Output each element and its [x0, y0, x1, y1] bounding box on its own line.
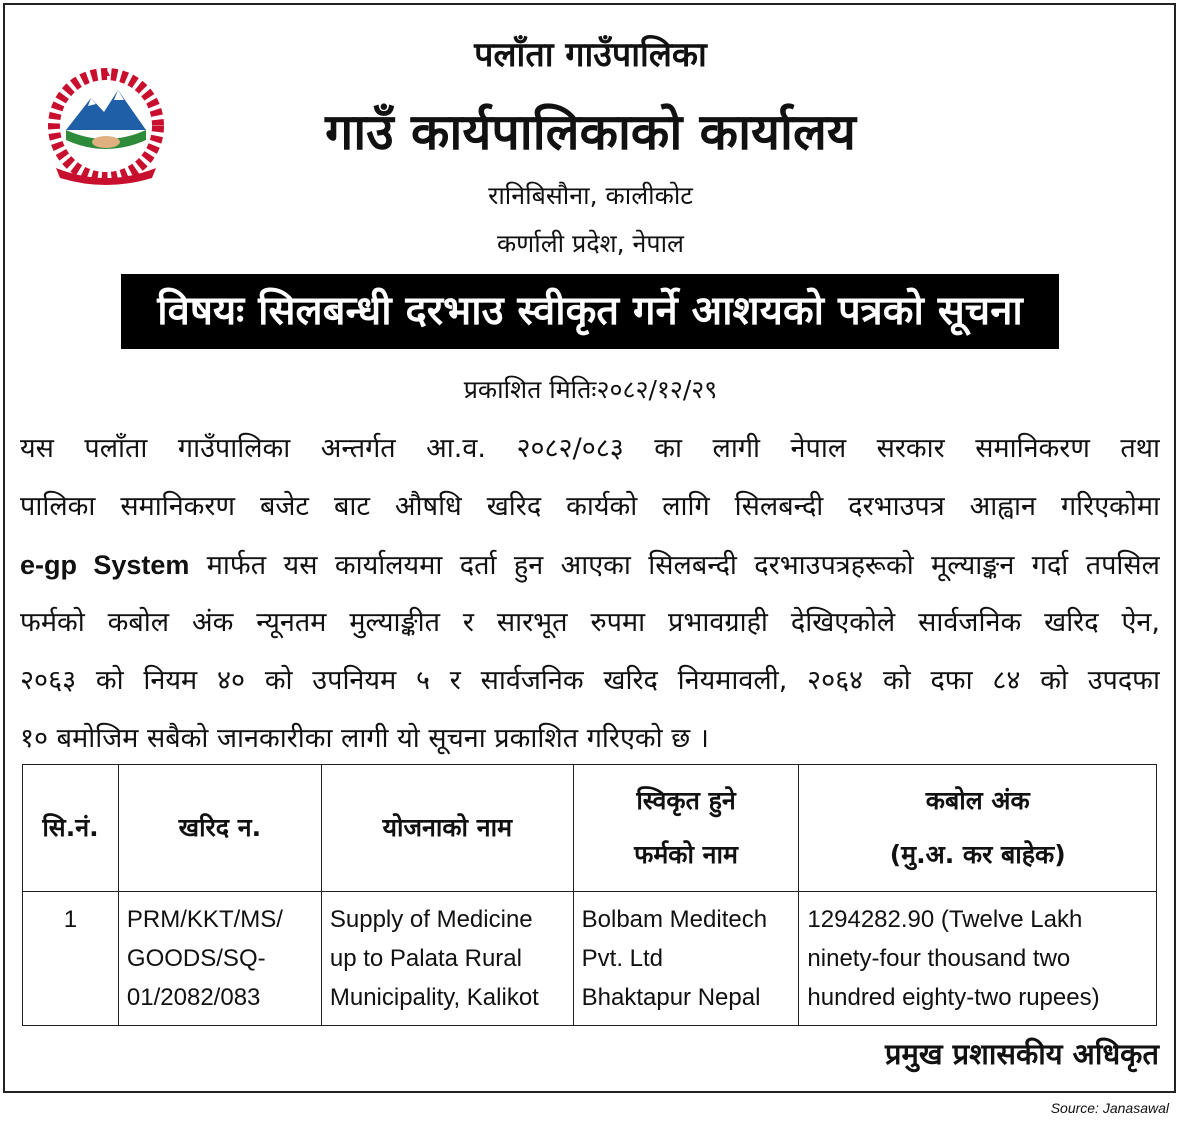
egp-system-text: e-gp System — [20, 550, 190, 580]
body-line: फर्मको कबोल अंक न्यूनतम मुल्याङ्कीत र सारभूत रुपमा प्रभावग्राही देखिएकोले सार्वजनिक खरिद ऐन, — [20, 607, 1160, 638]
body-line: पालिका समानिकरण बजेट बाट औषधि खरिद कार्यको लागि सिलबन्दी दरभाउपत्र आह्वान गरिएकोमा — [20, 491, 1160, 522]
body-line: यस पलाँता गाउँपालिका अन्तर्गत आ.व. २०८२/०८३ का लागी नेपाल सरकार समानिकरण तथा — [20, 433, 1160, 464]
published-date: प्रकाशित मितिः२०८२/१२/२९ — [463, 375, 718, 404]
body-line: १० बमोजिम सबैको जानकारीका लागी यो सूचना प्रकाशित गरिएको छ । — [20, 723, 709, 754]
header-sn: सि.नं. — [23, 765, 119, 892]
office-title: गाउँ कार्यपालिकाको कार्यालय — [325, 103, 856, 161]
municipality-name: पलाँता गाउँपालिका — [474, 35, 707, 75]
header-bid-amount: कबोल अंक (मु.अ. कर बाहेक) — [799, 765, 1157, 892]
table-row — [23, 892, 1157, 1026]
award-table — [22, 764, 1157, 1026]
cell-sn: 1 — [23, 892, 119, 1026]
signatory-title: प्रमुख प्रशासकीय अधिकृत — [884, 1037, 1159, 1071]
body-line: २०६३ को नियम ४० को उपनियम ५ र सार्वजनिक खरिद नियमावली, २०६४ को दफा ८४ को उपदफा — [20, 665, 1160, 696]
cell-firm-name: Bolbam Meditech Pvt. Ltd Bhaktapur Nepal — [573, 892, 799, 1026]
body-line-rest: मार्फत यस कार्यालयमा दर्ता हुन आएका सिलबन्दी दरभाउपत्रहरूको मूल्याङ्कन गर्दा तपसिल — [189, 550, 1160, 581]
header-firm-name: स्विकृत हुने फर्मको नाम — [573, 765, 799, 892]
subject-banner: विषयः सिलबन्धी दरभाउ स्वीकृत गर्ने आशयको पत्रको सूचना — [121, 274, 1059, 349]
cell-purchase-no: PRM/KKT/MS/ GOODS/SQ- 01/2082/083 — [118, 892, 321, 1026]
address-line-2: कर्णाली प्रदेश, नेपाल — [496, 229, 685, 258]
notice-body — [20, 420, 1160, 768]
source-credit: Source: Janasawal — [1050, 1100, 1169, 1116]
address-line-1: रानिबिसौना, कालीकोट — [488, 181, 693, 210]
table-header-row — [23, 765, 1157, 892]
header-purchase-no: खरिद न. — [118, 765, 321, 892]
body-line — [20, 536, 1160, 594]
header-project-name: योजनाको नाम — [321, 765, 573, 892]
cell-project-name: Supply of Medicine up to Palata Rural Municipality, Kalikot — [321, 892, 573, 1026]
cell-bid-amount: 1294282.90 (Twelve Lakh ninety-four thousand two hundred eighty-two rupees) — [799, 892, 1157, 1026]
